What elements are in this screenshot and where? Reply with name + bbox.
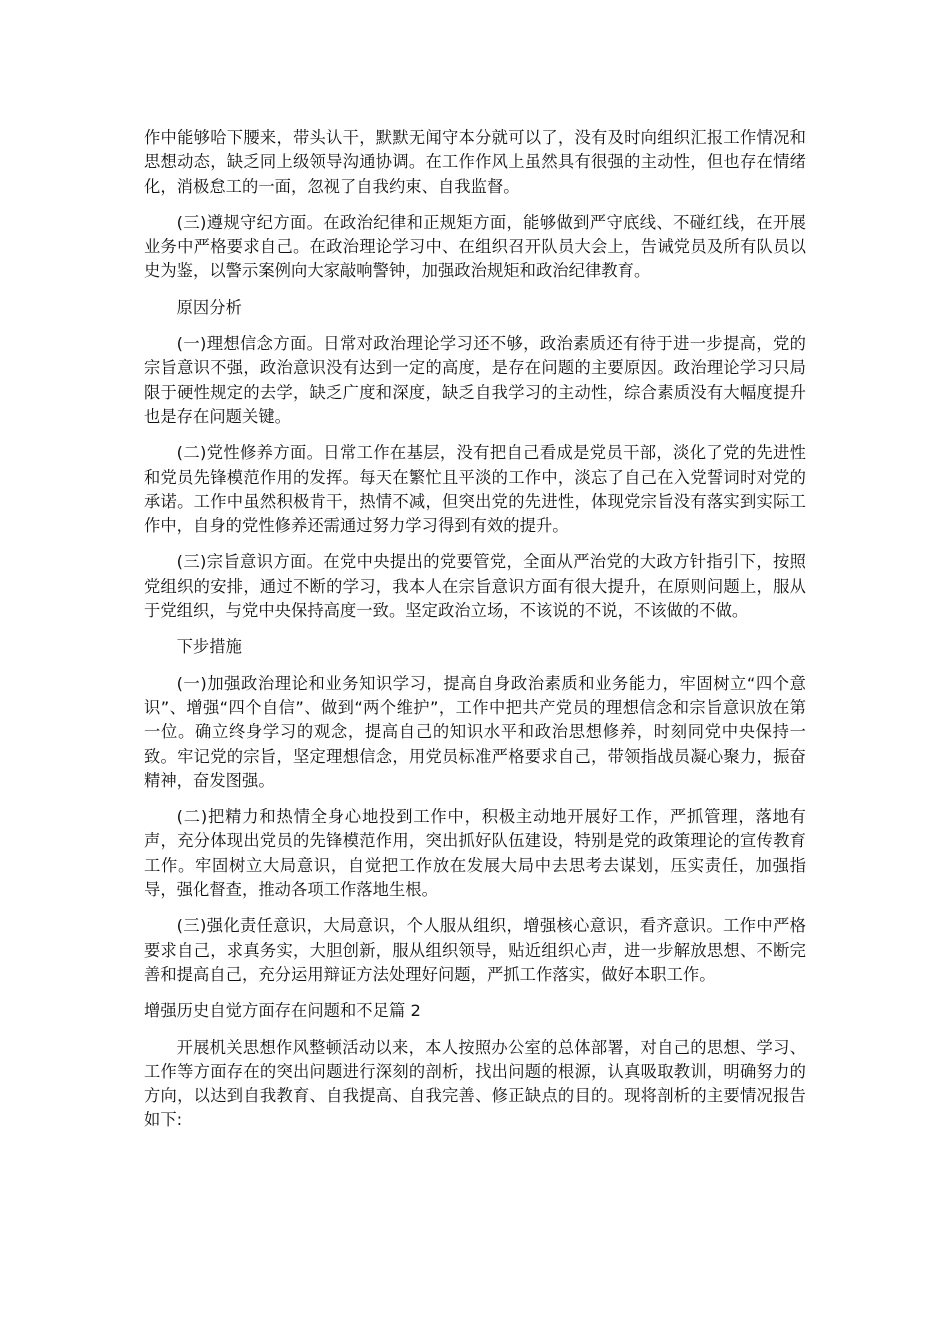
paragraph-measure-work: (二)把精力和热情全身心地投到工作中，积极主动地开展好工作，严抓管理，落地有声，充分体现出党员的先锋模范作用，突出抓好队伍建设，特别是党的政策理论的宣传教育工作。牢固树立大局意识，自觉把工作放在发展大局中去思考去谋划，压实责任，加强指导，强化督查，推动各项工作落地生根。 <box>144 807 806 900</box>
paragraph-continued: 作中能够哈下腰来，带头认干，默默无闻守本分就可以了，没有及时向组织汇报工作情况和思想动态，缺乏同上级领导沟通协调。在工作作风上虽然具有很强的主动性，但也存在情绪化，消极怠工的一面，忽视了自我约束、自我监督。 <box>144 128 806 196</box>
paragraph-measure-study: (一)加强政治理论和业务知识学习，提高自身政治素质和业务能力，牢固树立“四个意识”、增强“四个自信”、做到“两个维护”，工作中把共产党员的理想信念和宗旨意识放在第一位。确立终身学习的观念，提高自己的知识水平和政治思想修养，时刻同党中央保持一致。牢记党的宗旨，坚定理想信念，用党员标准严格要求自己，带领指战员凝心聚力，振奋精神，奋发图强。 <box>144 673 806 790</box>
paragraph-discipline: (三)遵规守纪方面。在政治纪律和正规矩方面，能够做到严守底线、不碰红线，在开展业务中严格要求自己。在政治理论学习中、在组织召开队员大会上，告诫党员及所有队员以史为鉴，以警示案例向大家敲响警钟，加强政治规矩和政治纪律教育。 <box>144 212 806 281</box>
document-body <box>144 126 806 1145</box>
article-title: 增强历史自觉方面存在问题和不足篇 2 <box>144 1001 421 1021</box>
section-heading-next-steps: 下步措施 <box>176 637 242 657</box>
paragraph-party-spirit: (二)党性修养方面。日常工作在基层，没有把自己看成是党员干部，淡化了党的先进性和党员先锋模范作用的发挥。每天在繁忙且平淡的工作中，淡忘了自己在入党誓词时对党的承诺。工作中虽然积极肯干，热情不减，但突出党的先进性，体现党宗旨没有落实到实际工作中，自身的党性修养还需通过努力学习得到有效的提升。 <box>144 443 806 536</box>
section-heading-cause-analysis: 原因分析 <box>176 297 242 317</box>
paragraph-ideals: (一)理想信念方面。日常对政治理论学习还不够，政治素质还有待于进一步提高，党的宗旨意识不强，政治意识没有达到一定的高度，是存在问题的主要原因。政治理论学习只局限于硬性规定的去学，缺乏广度和深度，缺乏自我学习的主动性，综合素质没有大幅度提升也是存在问题关键。 <box>144 334 806 426</box>
paragraph-purpose-awareness: (三)宗旨意识方面。在党中央提出的党要管党，全面从严治党的大政方针指引下，按照党组织的安排，通过不断的学习，我本人在宗旨意识方面有很大提升，在原则问题上，服从于党组织，与党中央保持高度一致。坚定政治立场，不该说的不说，不该做的不做。 <box>144 552 806 621</box>
paragraph-measure-responsibility: (三)强化责任意识，大局意识，个人服从组织，增强核心意识，看齐意识。工作中严格要求自己，求真务实，大胆创新，服从组织领导，贴近组织心声，进一步解放思想、不断完善和提高自己，充分运用辩证方法处理好问题，严抓工作落实，做好本职工作。 <box>144 916 806 984</box>
paragraph-intro: 开展机关思想作风整顿活动以来，本人按照办公室的总体部署，对自己的思想、学习、工作等方面存在的突出问题进行深刻的剖析，找出问题的根源，认真吸取教训，明确努力的方向，以达到自我教育、自我提高、自我完善、修正缺点的目的。现将剖析的主要情况报告如下: <box>144 1037 806 1130</box>
